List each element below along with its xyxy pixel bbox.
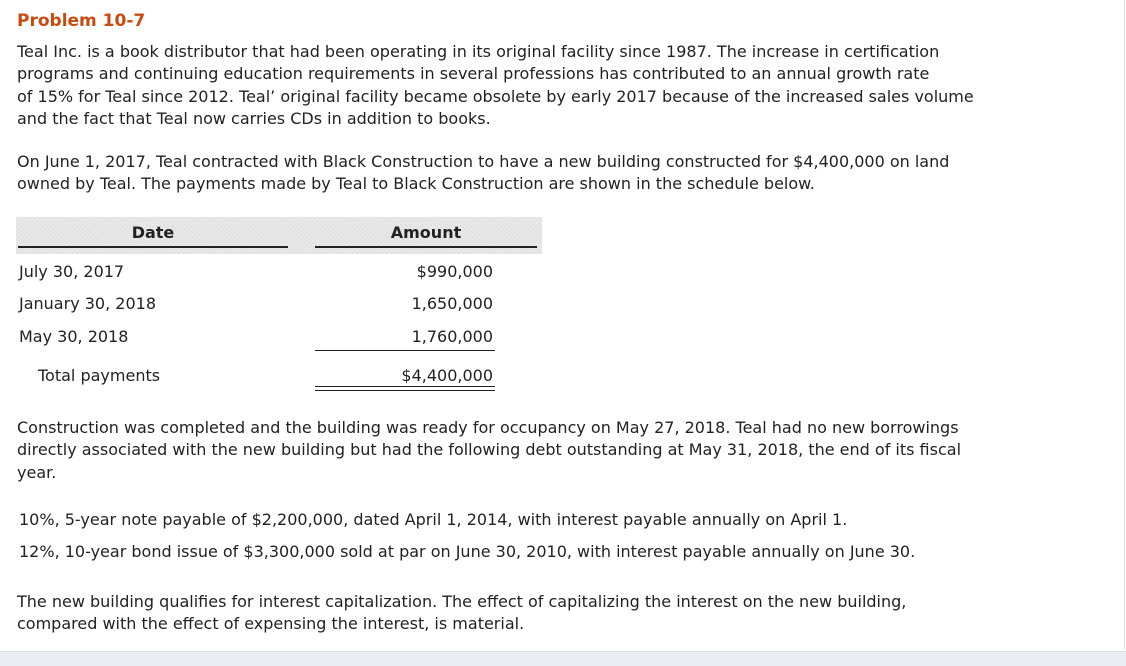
subtotal-rule bbox=[315, 350, 495, 351]
bottom-border-strip bbox=[0, 651, 1126, 666]
payment-date: May 30, 2018 bbox=[19, 327, 129, 346]
intro-paragraph bbox=[17, 41, 1112, 130]
problem-title: Problem 10-7 bbox=[17, 11, 146, 31]
completion-line: Construction was completed and the building was ready for occupancy on May 27, 2018. Teal had no new borrowings bbox=[17, 418, 959, 437]
total-double-rule bbox=[315, 386, 495, 391]
contract-line: On June 1, 2017, Teal contracted with Black Construction to have a new building constructed for $4,400,000 on land bbox=[17, 152, 950, 171]
date-column-header: Date bbox=[18, 223, 288, 248]
payment-date: July 30, 2017 bbox=[19, 262, 125, 281]
total-row bbox=[16, 360, 542, 392]
total-label: Total payments bbox=[38, 366, 161, 385]
payment-amount: $990,000 bbox=[416, 262, 493, 281]
table-row bbox=[16, 321, 542, 353]
conclusion-line: compared with the effect of expensing the interest, is material. bbox=[17, 614, 525, 634]
intro-line: and the fact that Teal now carries CDs in addition to books. bbox=[17, 108, 491, 128]
amount-column-header: Amount bbox=[315, 223, 537, 248]
payment-amount: 1,760,000 bbox=[411, 327, 493, 346]
completion-line: year. bbox=[17, 462, 57, 482]
payment-date: January 30, 2018 bbox=[19, 294, 156, 313]
intro-line: Teal Inc. is a book distributor that had been operating in its original facility since 1987. The increase in certification bbox=[17, 42, 940, 61]
payment-schedule-table bbox=[16, 217, 542, 397]
completion-line: directly associated with the new building but had the following debt outstanding at May 31, 2018, the end of its fiscal bbox=[17, 440, 962, 460]
contract-paragraph bbox=[17, 151, 1112, 196]
intro-line: programs and continuing education requirements in several professions has contributed to an annual growth rate bbox=[17, 64, 930, 84]
completion-paragraph bbox=[17, 417, 1112, 484]
contract-line: owned by Teal. The payments made by Teal to Black Construction are shown in the schedule below. bbox=[17, 174, 815, 194]
table-row bbox=[16, 288, 542, 320]
table-header-row bbox=[16, 217, 542, 254]
conclusion-paragraph bbox=[17, 591, 1112, 636]
total-amount: $4,400,000 bbox=[401, 366, 493, 385]
table-row bbox=[16, 256, 542, 288]
debt-item-bond: 12%, 10-year bond issue of $3,300,000 sold at par on June 30, 2010, with interest payable annually on June 30. bbox=[19, 542, 916, 561]
payment-amount: 1,650,000 bbox=[411, 294, 493, 313]
debt-item-note: 10%, 5-year note payable of $2,200,000, dated April 1, 2014, with interest payable annually on April 1. bbox=[19, 510, 848, 529]
intro-line: of 15% for Teal since 2012. Teal’ original facility became obsolete by early 2017 because of the increased sales volume bbox=[17, 86, 974, 106]
conclusion-line: The new building qualifies for interest capitalization. The effect of capitalizing the interest on the new building, bbox=[17, 592, 907, 611]
